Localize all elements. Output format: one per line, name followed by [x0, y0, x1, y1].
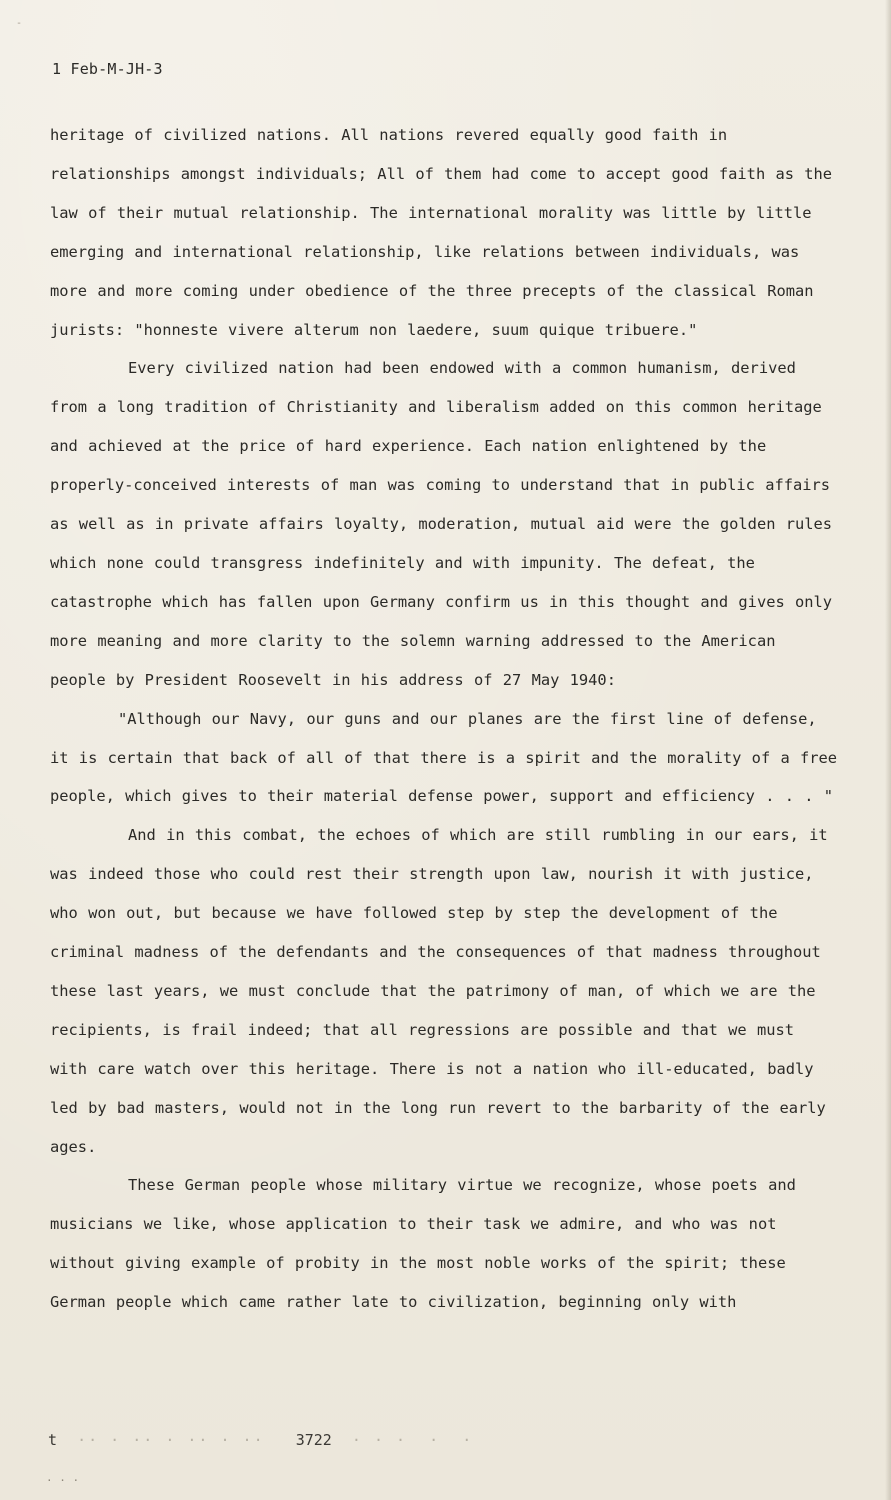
footer-faded-text: t [48, 1431, 58, 1449]
page-header: 1 Feb-M-JH-3 [52, 60, 163, 78]
paragraph: heritage of civilized nations. All nations revered equally good faith in relationships amongst individuals; All of them had come to accept good faith as the law of their mutual relationship. The international morality was little by little emerging and international relationship, like relations between individuals, was more and more coming under obedience of the three precepts of the classical Roman jurists: "honneste vivere alterum non laedere, suum quique tribuere." [50, 126, 833, 339]
illegible-text: ·· · ·· · ·· · ·· [66, 1431, 287, 1449]
page-edge-shadow [885, 0, 891, 1500]
body-text [50, 116, 840, 1322]
paragraph: These German people whose military virtue we recognize, whose poets and musicians we like, whose application to their task we admire, and who was not without giving example of probity in the most noble works of the spirit; these German people which came rather late to civilization, beginning only with [50, 1176, 796, 1312]
page-number: 3722 [295, 1431, 332, 1449]
footer-line [48, 1431, 473, 1449]
illegible-text: · · · · · [340, 1431, 474, 1449]
paragraph: Every civilized nation had been endowed with a common humanism, derived from a long tradition of Christianity and liberalism added on this common heritage and achieved at the price of hard experience. Each nation enlightened by the properly-conceived interests of man was coming to understand that in public affairs as well as in private affairs loyalty, moderation, mutual aid were the golden rules which none could transgress indefinitely and with impunity. The defeat, the catastrophe which has fallen upon Germany confirm us in this thought and gives only more meaning and more clarity to the solemn warning addressed to the American people by President Roosevelt in his address of 27 May 1940: [50, 359, 833, 689]
paragraph: And in this combat, the echoes of which are still rumbling in our ears, it was indeed those who could rest their strength upon law, nourish it with justice, who won out, but because we have followed step by step the development of the criminal madness of the defendants and the consequences of that madness throughout these last years, we must conclude that the patrimony of man, of which we are the recipients, is frail indeed; that all regressions are possible and that we must with care watch over this heritage. There is not a nation who ill-educated, badly led by bad masters, would not in the long run revert to the barbarity of the early ages. [50, 826, 828, 1156]
bottom-corner-mark: · · · [46, 1474, 80, 1487]
quotation-paragraph: "Although our Navy, our guns and our planes are the first line of defense, it is certain that back of all of that there is a spirit and the morality of a free people, which gives to their material defense power, support and efficiency . . . " [50, 709, 838, 806]
corner-mark: - [16, 18, 23, 29]
